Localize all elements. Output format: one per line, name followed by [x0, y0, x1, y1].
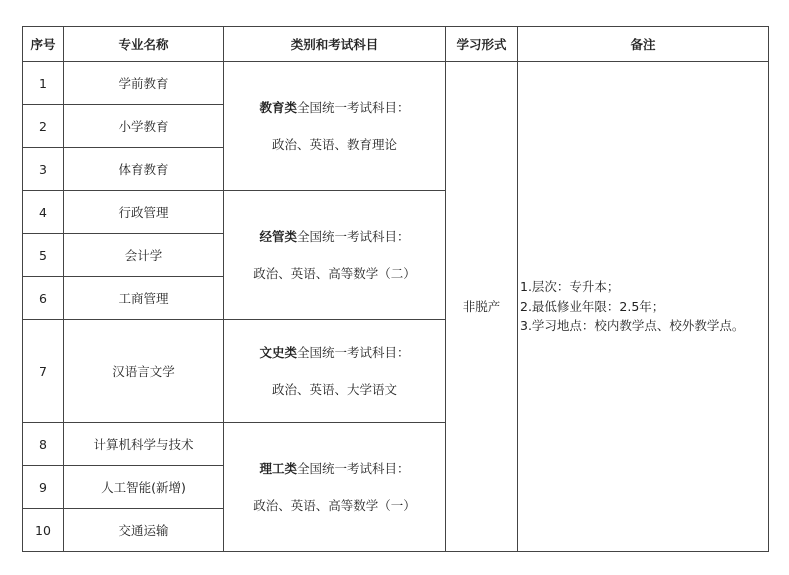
- note-line: 1.层次：专升本；: [520, 279, 620, 295]
- category-title: [224, 461, 445, 476]
- row-major: 汉语言文学: [64, 320, 224, 423]
- row-no: 7: [23, 320, 64, 423]
- row-no: 2: [23, 105, 64, 148]
- category-name: 经管类: [259, 229, 297, 244]
- category-cell: [224, 62, 446, 191]
- row-no: 3: [23, 148, 64, 191]
- notes-cell: [518, 62, 769, 552]
- row-no: 4: [23, 191, 64, 234]
- note-line: 2.最低修业年限：2.5年；: [520, 298, 665, 314]
- row-major: 交通运输: [64, 509, 224, 552]
- category-cell: [224, 191, 446, 320]
- note-line: 3.学习地点：校内教学点、校外教学点。: [520, 318, 745, 334]
- category-name: 教育类: [259, 100, 297, 115]
- category-title: [224, 229, 445, 244]
- row-no: 6: [23, 277, 64, 320]
- category-name: 理工类: [259, 461, 297, 476]
- row-major: 计算机科学与技术: [64, 423, 224, 466]
- category-exam-prefix: 全国统一考试科目：: [297, 345, 410, 360]
- category-exam-prefix: 全国统一考试科目：: [297, 461, 410, 476]
- category-name: 文史类: [259, 345, 297, 360]
- majors-table: [22, 26, 769, 552]
- category-cell: [224, 320, 446, 423]
- row-major: 行政管理: [64, 191, 224, 234]
- category-subjects: 政治、英语、大学语文: [271, 382, 397, 397]
- category-exam-prefix: 全国统一考试科目：: [297, 229, 410, 244]
- row-no: 10: [23, 509, 64, 552]
- category-subjects: 政治、英语、高等数学（一）: [253, 498, 416, 513]
- table-row: [23, 62, 769, 105]
- row-major: 会计学: [64, 234, 224, 277]
- category-exam-prefix: 全国统一考试科目：: [297, 100, 410, 115]
- row-no: 9: [23, 466, 64, 509]
- category-subjects: 政治、英语、教育理论: [271, 137, 397, 152]
- row-major: 工商管理: [64, 277, 224, 320]
- category-subjects: 政治、英语、高等数学（二）: [253, 266, 416, 281]
- category-title: [224, 345, 445, 360]
- header-no: 序号: [23, 27, 64, 62]
- row-no: 5: [23, 234, 64, 277]
- header-category: 类别和考试科目: [224, 27, 446, 62]
- row-no: 1: [23, 62, 64, 105]
- header-notes: 备注: [518, 27, 769, 62]
- row-major: 体育教育: [64, 148, 224, 191]
- row-major: 人工智能(新增): [64, 466, 224, 509]
- row-major: 学前教育: [64, 62, 224, 105]
- header-major: 专业名称: [64, 27, 224, 62]
- row-no: 8: [23, 423, 64, 466]
- category-title: [224, 100, 445, 115]
- category-cell: [224, 423, 446, 552]
- header-mode: 学习形式: [446, 27, 518, 62]
- study-mode-cell: 非脱产: [446, 62, 518, 552]
- header-row: [23, 27, 769, 62]
- row-major: 小学教育: [64, 105, 224, 148]
